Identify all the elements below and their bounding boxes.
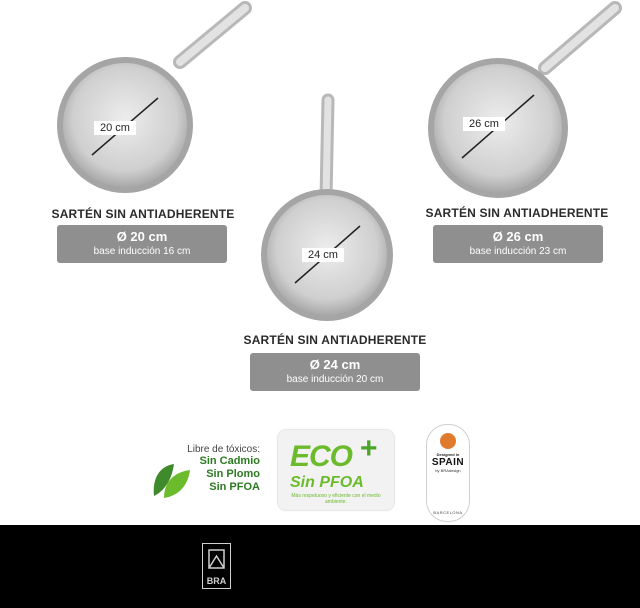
logo-text: BRA bbox=[206, 576, 227, 586]
pan-icon bbox=[203, 546, 230, 576]
pan-title: SARTÉN SIN ANTIADHERENTE bbox=[425, 206, 609, 220]
size-box bbox=[250, 353, 420, 391]
eco-description: Más respetuoso y eficiente con el medio ambiente. bbox=[291, 493, 381, 505]
designed-in-label: Designed in bbox=[436, 452, 460, 457]
eco-word: ECO bbox=[290, 440, 353, 473]
diameter-label: 26 cm bbox=[463, 117, 505, 131]
chef-icon bbox=[440, 433, 456, 449]
eco-badge bbox=[278, 430, 394, 510]
toxic-item: Sin Plomo bbox=[206, 468, 260, 480]
pan-26cm-image bbox=[420, 0, 640, 200]
bra-logo bbox=[202, 543, 231, 589]
diameter-label: 24 cm bbox=[302, 248, 344, 262]
toxics-heading: Libre de tóxicos: bbox=[187, 444, 260, 455]
country-label: SPAIN bbox=[431, 457, 465, 468]
size-value: Ø 26 cm bbox=[492, 229, 544, 244]
diameter-label: 20 cm bbox=[94, 121, 136, 135]
city-label: BARCELONA bbox=[433, 510, 463, 515]
eco-plus: + bbox=[360, 432, 378, 465]
designer-label: by BRAdesign bbox=[435, 468, 461, 473]
eco-pfoa-line: Sin PFOA bbox=[290, 474, 364, 491]
size-box bbox=[433, 225, 603, 263]
induction-base: base inducción 20 cm bbox=[286, 374, 384, 385]
toxic-item: Sin Cadmio bbox=[199, 455, 260, 467]
pan-handle bbox=[545, 8, 615, 68]
induction-base: base inducción 16 cm bbox=[93, 246, 191, 257]
size-value: Ø 24 cm bbox=[309, 357, 361, 372]
pan-handle bbox=[180, 8, 245, 62]
footer-bar bbox=[0, 525, 640, 608]
free-of-toxics bbox=[150, 444, 260, 494]
size-box bbox=[57, 225, 227, 263]
pan-handle bbox=[326, 100, 328, 198]
pan-title: SARTÉN SIN ANTIADHERENTE bbox=[51, 207, 235, 221]
pan-24cm-image bbox=[260, 90, 400, 330]
size-value: Ø 20 cm bbox=[116, 229, 168, 244]
induction-base: base inducción 23 cm bbox=[469, 246, 567, 257]
pan-title: SARTÉN SIN ANTIADHERENTE bbox=[243, 333, 427, 347]
designed-in-spain-badge bbox=[426, 424, 470, 522]
pan-20cm-image bbox=[50, 0, 260, 200]
toxic-item: Sin PFOA bbox=[209, 481, 260, 493]
